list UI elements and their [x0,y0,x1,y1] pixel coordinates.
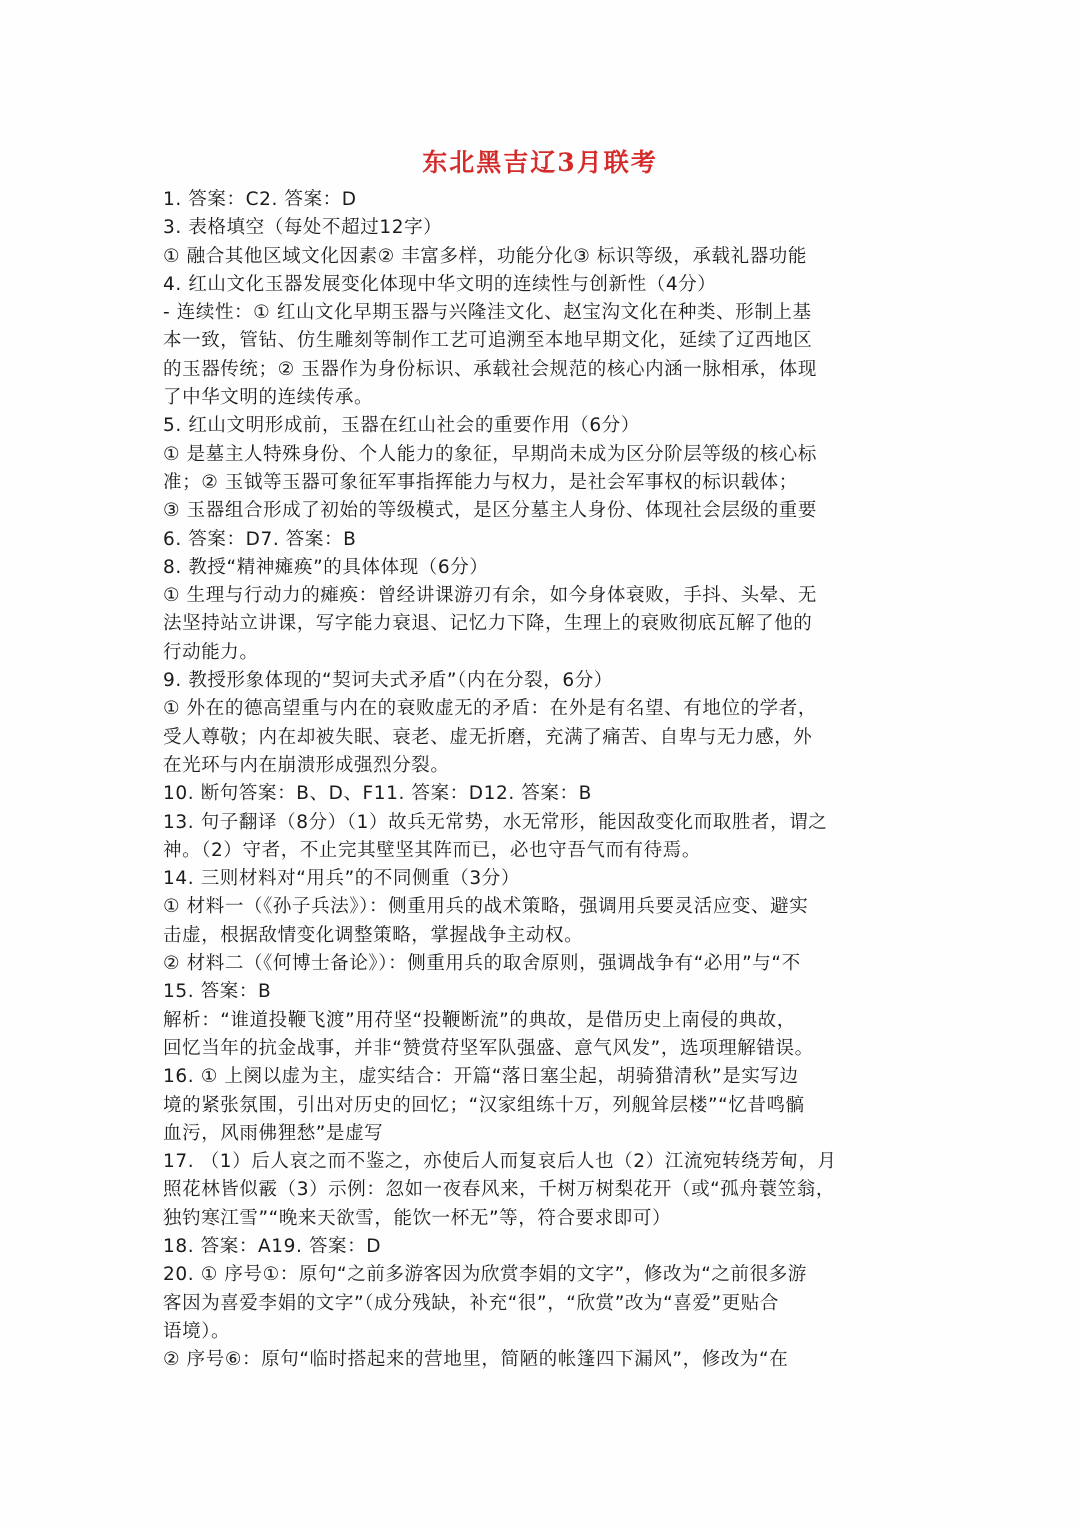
text-line: 法坚持站立讲课，写字能力衰退、记忆力下降，生理上的衰败彻底瓦解了他的 [163,613,813,635]
text-line: 1. 答案：C2. 答案：D [163,189,357,210]
text-line: 解析：“谁道投鞭飞渡”用苻坚“投鞭断流”的典故，是借历史上南侵的典故， [163,1009,796,1031]
text-line: 客因为喜爱李娟的文字”（成分残缺，补充“很”，“欣赏”改为“喜爱”更贴合 [163,1292,779,1314]
text-line: 14. 三则材料对“用兵”的不同侧重（3分） [163,868,520,890]
text-line: 神。（2）守者，不止完其壁坚其阵而已，必也守吾气而有待焉。 [163,839,701,861]
answer-body [163,186,923,1374]
text-line: 的玉器传统；② 玉器作为身份标识、承载社会规范的核心内涵一脉相承，体现 [163,358,817,380]
text-line: 本一致，管钻、仿生雕刻等制作工艺可追溯至本地早期文化，延续了辽西地区 [163,330,813,352]
text-line: 语境）。 [163,1320,231,1342]
text-line: ② 材料二（《何博士备论》）：侧重用兵的取舍原则，强调战争有“必用”与“不 [163,953,801,975]
text-line: 16. ① 上阕以虚为主，虚实结合：开篇“落日塞尘起，胡骑猎清秋”是实写边 [163,1066,799,1088]
text-line: 8. 教授“精神瘫痪”的具体体现（6分） [163,556,489,578]
text-line: ① 生理与行动力的瘫痪：曾经讲课游刃有余，如今身体衰败，手抖、头晕、无 [163,585,817,607]
text-line: 9. 教授形象体现的“契诃夫式矛盾”（内在分裂，6分） [163,670,613,692]
text-line: 照花林皆似霰（3）示例：忽如一夜春风来，千树万树梨花开（或“孤舟蓑笠翁， [163,1179,835,1201]
text-line: 在光环与内在崩溃形成强烈分裂。 [163,754,450,776]
text-line: 4. 红山文化玉器发展变化体现中华文明的连续性与创新性（4分） [163,273,717,295]
text-line: ① 是墓主人特殊身份、个人能力的象征，早期尚未成为区分阶层等级的核心标 [163,443,817,465]
text-line: ① 融合其他区域文化因素② 丰富多样，功能分化③ 标识等级，承载礼器功能 [163,245,807,267]
text-line: ② 序号⑥：原句“临时搭起来的营地里，简陋的帐篷四下漏风”，修改为“在 [163,1349,789,1371]
text-line: 13. 句子翻译（8分）（1）故兵无常势，水无常形，能因敌变化而取胜者，谓之 [163,811,828,833]
text-line: 18. 答案：A19. 答案：D [163,1235,382,1257]
text-line: 行动能力。 [163,641,259,663]
text-line: 击虚，根据敌情变化调整策略，掌握战争主动权。 [163,924,584,946]
text-line: 准；② 玉钺等玉器可象征军事指挥能力与权力，是社会军事权的标识载体； [163,471,798,493]
text-line: - 连续性：① 红山文化早期玉器与兴隆洼文化、赵宝沟文化在种类、形制上基 [163,302,812,324]
text-line: 了中华文明的连续传承。 [163,387,374,409]
text-line: ① 材料一（《孙子兵法》）：侧重用兵的战术策略，强调用兵要灵活应变、避实 [163,896,809,918]
text-line: 6. 答案：D7. 答案：B [163,528,357,550]
text-line: 受人尊敬；内在却被失眠、衰老、虚无折磨，充满了痛苦、自卑与无力感，外 [163,726,813,748]
text-line: 境的紧张氛围，引出对历史的回忆；“汉家组练十万，列舰耸层楼”“忆昔鸣髇 [163,1094,805,1116]
text-line: 15. 答案：B [163,981,272,1003]
text-line: 20. ① 序号①：原句“之前多游客因为欣赏李娟的文字”，修改为“之前很多游 [163,1264,807,1286]
text-line: ③ 玉器组合形成了初始的等级模式，是区分墓主人身份、体现社会层级的重要 [163,500,817,522]
text-line: 17. （1）后人哀之而不鉴之，亦使后人而复哀后人也（2）江流宛转绕芳甸，月 [163,1151,837,1173]
document-title: 东北黑吉辽3月联考 [422,148,658,177]
text-line: 3. 表格填空（每处不超过12字） [163,217,443,239]
text-line: 血污，风雨佛狸愁”是虚写 [163,1122,384,1144]
text-line: 5. 红山文明形成前，玉器在红山社会的重要作用（6分） [163,415,641,437]
text-line: 回忆当年的抗金战事，并非“赞赏苻坚军队强盛、意气风发”，选项理解错误。 [163,1037,814,1059]
text-line: 10. 断句答案：B、D、F11. 答案：D12. 答案：B [163,783,592,805]
text-line: ① 外在的德高望重与内在的衰败虚无的矛盾：在外是有名望、有地位的学者， [163,698,817,720]
text-line: 独钓寒江雪”“晚来天欲雪，能饮一杯无”等，符合要求即可） [163,1207,672,1229]
